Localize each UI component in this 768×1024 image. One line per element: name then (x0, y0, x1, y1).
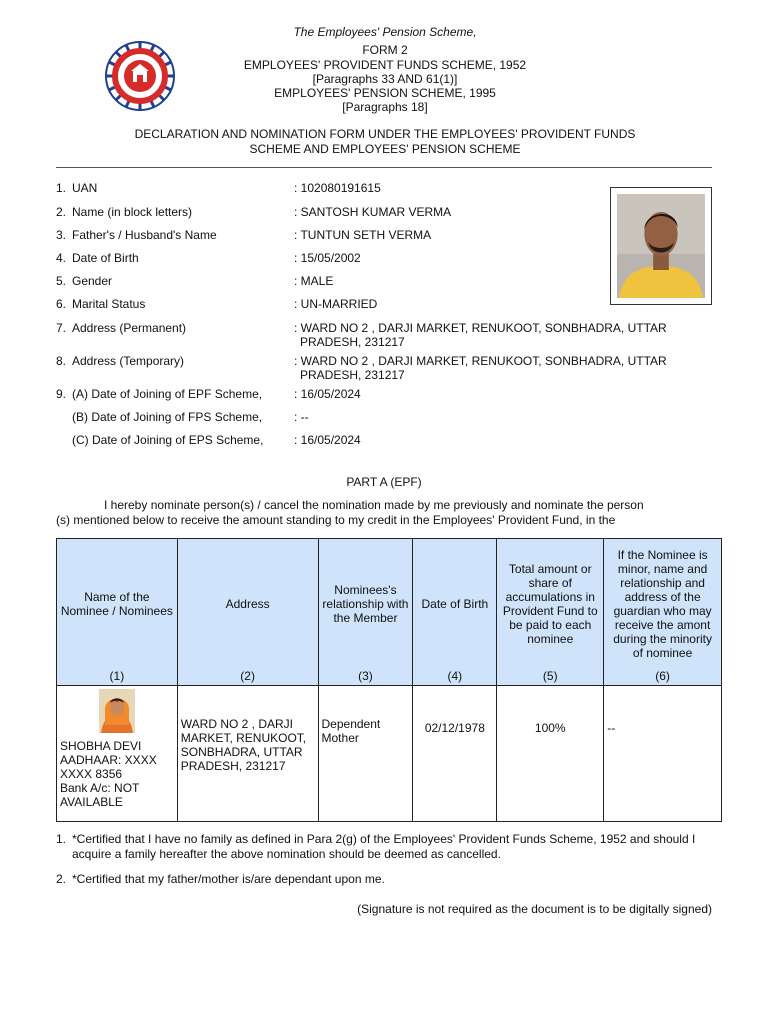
column-index: (4) (413, 669, 497, 686)
column-index: (5) (497, 669, 604, 686)
detail-label: Name (in block letters) (72, 205, 193, 219)
certification-number: 2. (56, 872, 67, 886)
detail-number: 6. (56, 297, 67, 311)
header-relationship: Nominees's relationship with the Member (318, 539, 413, 669)
detail-number: 2. (56, 205, 67, 219)
detail-number: 4. (56, 251, 67, 265)
detail-number: 3. (56, 228, 67, 242)
nominee-name: SHOBHA DEVI (60, 738, 142, 753)
eps-scheme-title: EMPLOYEES' PENSION SCHEME, 1995 (274, 86, 496, 100)
certification-text: *Certified that I have no family as defined in Para 2(g) of the Employees' Provident Funds Scheme, 1952 and should I acquire a family hereafter the above nomination should be deemed as cancelled. (72, 832, 696, 861)
cell-address (177, 685, 318, 821)
detail-label: (C) Date of Joining of EPS Scheme, (72, 433, 264, 447)
epf-scheme-title: EMPLOYEES' PROVIDENT FUNDS SCHEME, 1952 (243, 58, 527, 72)
detail-number: 8. (56, 354, 67, 368)
nominee-address: WARD NO 2 , DARJI MARKET, RENUKOOT, SONBHADRA, UTTAR PRADESH, 231217 (180, 716, 307, 773)
nominee-dob: 02/12/1978 (424, 720, 485, 735)
nominee-table (56, 538, 722, 822)
detail-value: : -- (294, 410, 309, 424)
eps-paragraphs: [Paragraphs 18] (342, 100, 428, 114)
detail-value: : MALE (294, 274, 334, 288)
column-index: (3) (318, 669, 413, 686)
detail-label: Marital Status (72, 297, 146, 311)
detail-value: : 16/05/2024 (294, 433, 361, 447)
column-index: (6) (604, 669, 722, 686)
declaration-line2: SCHEME AND EMPLOYEES' PENSION SCHEME (249, 142, 521, 156)
detail-label: Father's / Husband's Name (72, 228, 217, 242)
cell-dob (413, 685, 497, 821)
nominee-aadhaar-number: XXXX 8356 (60, 766, 123, 781)
header-nominee-name: Name of the Nominee / Nominees (57, 539, 178, 669)
detail-number: 5. (56, 274, 67, 288)
detail-number: 7. (56, 321, 67, 335)
detail-label: Address (Permanent) (72, 321, 187, 335)
paragraph-line1: I hereby nominate person(s) / cancel the nomination made by me previously and nominate the person (104, 498, 644, 512)
detail-value: : 102080191615 (294, 181, 381, 195)
declaration-title (100, 127, 670, 157)
detail-label: (B) Date of Joining of FPS Scheme, (72, 410, 263, 424)
paragraph-line2: (s) mentioned below to receive the amount standing to my credit in the Employees' Provident Fund, in the (56, 513, 616, 527)
detail-number: 1. (56, 181, 67, 195)
address-line1: : WARD NO 2 , DARJI MARKET, RENUKOOT, SONBHADRA, UTTAR (294, 354, 667, 368)
address-line1: : WARD NO 2 , DARJI MARKET, RENUKOOT, SONBHADRA, UTTAR (294, 321, 667, 335)
detail-value (294, 321, 674, 349)
certification-text: *Certified that my father/mother is/are dependant upon me. (72, 872, 385, 886)
nominee-guardian: -- (607, 720, 616, 735)
header-dob: Date of Birth (413, 539, 497, 669)
header-share: Total amount or share of accumulations in Provident Fund to be paid to each nominee (497, 539, 604, 669)
header-address: Address (177, 539, 318, 669)
detail-value (294, 354, 674, 382)
epf-paragraphs: [Paragraphs 33 AND 61(1)] (312, 72, 458, 86)
column-index: (2) (177, 669, 318, 686)
detail-value: : SANTOSH KUMAR VERMA (294, 205, 452, 219)
header-divider (56, 167, 712, 168)
nominee-share: 100% (534, 720, 566, 735)
detail-value: : UN-MARRIED (294, 297, 378, 311)
detail-label: UAN (72, 181, 98, 195)
declaration-line1: DECLARATION AND NOMINATION FORM UNDER THE EMPLOYEES' PROVIDENT FUNDS (134, 127, 636, 141)
cell-nominee-name (57, 685, 178, 821)
scheme-title: The Employees' Pension Scheme, (293, 25, 477, 39)
nominee-bank-status: AVAILABLE (60, 794, 123, 809)
form-number: FORM 2 (362, 43, 408, 57)
nomination-paragraph (56, 498, 716, 528)
certification-number: 1. (56, 832, 67, 846)
cell-relationship (318, 685, 413, 821)
header-guardian: If the Nominee is minor, name and relationship and address of the guardian who may receive the amont during the minority of nominee (604, 539, 722, 669)
detail-label: Address (Temporary) (72, 354, 185, 368)
column-index: (1) (57, 669, 178, 686)
address-line2: PRADESH, 231217 (300, 335, 405, 349)
table-row (57, 685, 722, 821)
table-header-row (57, 539, 722, 669)
cell-share (497, 685, 604, 821)
detail-number: 9. (56, 387, 67, 401)
address-line2: PRADESH, 231217 (300, 368, 405, 382)
nominee-bank: Bank A/c: NOT (60, 780, 140, 795)
detail-value: : 16/05/2024 (294, 387, 361, 401)
nominee-photo (99, 689, 135, 733)
cell-guardian (604, 685, 722, 821)
detail-label: (A) Date of Joining of EPF Scheme, (72, 387, 263, 401)
member-photo (610, 187, 712, 305)
detail-value: : TUNTUN SETH VERMA (294, 228, 432, 242)
detail-label: Gender (72, 274, 113, 288)
table-index-row (57, 669, 722, 686)
nominee-relationship: Dependent Mother (321, 716, 381, 745)
detail-label: Date of Birth (72, 251, 139, 265)
nominee-aadhaar: AADHAAR: XXXX (60, 752, 157, 767)
signature-note: (Signature is not required as the document is to be digitally signed) (357, 902, 712, 916)
part-a-title: PART A (EPF) (346, 475, 422, 489)
detail-value: : 15/05/2002 (294, 251, 361, 265)
